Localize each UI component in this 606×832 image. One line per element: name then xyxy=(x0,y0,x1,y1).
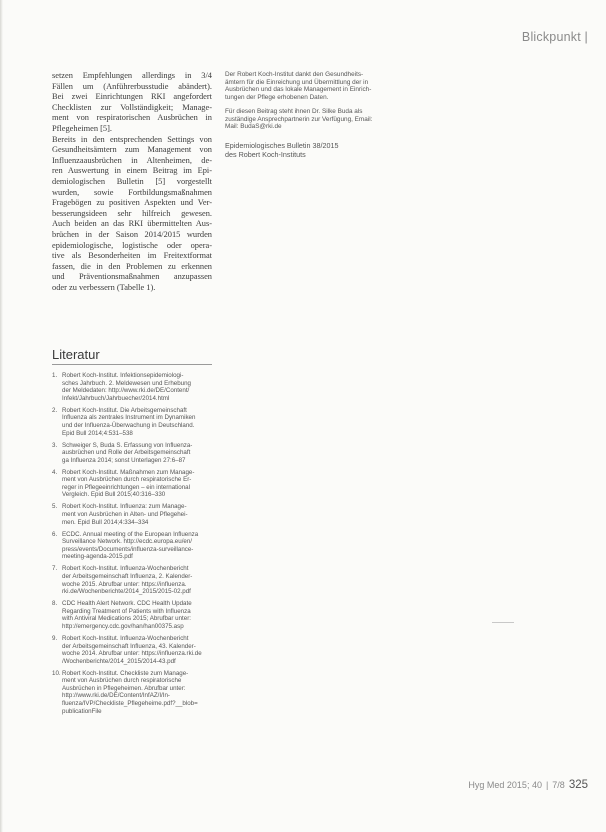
reference-number: 7. xyxy=(52,565,58,573)
reference-line: Surveillance Network. http://ecdc.europa.eu/en/ xyxy=(62,538,193,546)
reference-line: rki.de/Wochenberichte/2014_2015/2015-02.pdf xyxy=(62,588,191,596)
body-text-line: besserungsideen sehr hilfreich gewesen. xyxy=(52,208,212,218)
references-heading: Literatur xyxy=(52,347,100,362)
body-text-line: Pflegeheimen [5]. xyxy=(52,123,112,133)
reference-item xyxy=(52,372,214,402)
reference-line: Infekt/Jahrbuch/Jahrbuecher/2014.html xyxy=(62,394,170,402)
reference-number: 2. xyxy=(52,406,58,414)
reference-line: ment von Ausbrüchen in Alten- und Pflegehei- xyxy=(62,511,188,519)
reference-line: Ausbrüchen in Pflegeheimen. Abrufbar unter: xyxy=(62,684,186,692)
body-text-line: demiologischen Bulletin [5] vorgestellt xyxy=(52,176,212,186)
reference-line: der Arbeitsgemeinschaft Influenza, 43. Kalender- xyxy=(62,642,196,650)
journal-citation: Hyg Med 2015; 40 xyxy=(468,780,542,790)
reference-line: Robert Koch-Institut. Die Arbeitsgemeinschaft xyxy=(62,406,187,414)
side-note-block xyxy=(225,141,376,159)
reference-number: 10. xyxy=(52,669,61,677)
body-text-line: Checklisten zur Vollständigkeit; Manage- xyxy=(52,102,212,112)
reference-line: Influenza als zentrales Instrument im Dynamiken xyxy=(62,414,196,422)
side-note-line: tungen der Pflege erhobenen Daten. xyxy=(225,94,329,102)
reference-line: und der Influenza-Überwachung in Deutschland. xyxy=(62,421,195,429)
footer-separator: | xyxy=(545,780,549,790)
reference-line: CDC Health Alert Network. CDC Health Update xyxy=(62,600,192,608)
reference-line: Robert Koch-Institut. Checkliste zum Manage- xyxy=(62,669,189,677)
body-text-line: setzen Empfehlungen allerdings in 3/4 xyxy=(52,71,212,80)
side-note-line: Epidemiologisches Bulletin 38/2015 xyxy=(225,140,339,150)
side-note-line: zuständige Ansprechpartnerin zur Verfügung, Email: xyxy=(225,115,373,123)
reference-line: Robert Koch-Institut. Maßnahmen zum Manage- xyxy=(62,468,195,476)
body-text-line: fassen, die in den Problemen zu erkennen xyxy=(52,261,212,271)
side-note-line: Ausbrüchen und das lokale Management in Einrich- xyxy=(225,86,372,94)
body-text-line: ren Auswertung in einem Beitrag im Epi- xyxy=(52,166,212,176)
reference-line: men. Epid Bull 2014;4:334–334 xyxy=(62,518,149,526)
reference-line: Robert Koch-Institut. Influenza-Wochenbericht xyxy=(62,634,189,642)
reference-line: ga Influenza 2014; sonst Unterlagen 27:6–87 xyxy=(62,456,186,464)
reference-line: woche 2015. Abrufbar unter: https://influenza. xyxy=(62,580,187,588)
reference-line: Regarding Treatment of Patients with Influenza xyxy=(62,607,191,615)
body-text-line: tive als Besonderheiten im Freitextformat xyxy=(52,251,212,261)
reference-item xyxy=(52,600,214,630)
reference-line: ausbrüchen und Rolle der Arbeitsgemeinschaft xyxy=(62,449,191,457)
reference-item xyxy=(52,565,214,595)
reference-line: fluenza/IVP/Checkliste_Pflegeheime.pdf?__blob= xyxy=(62,700,198,708)
body-text-line: Auch beiden an das RKI übermittelten Aus- xyxy=(52,219,212,229)
side-note-line: des Robert Koch-Instituts xyxy=(225,149,306,159)
reference-line: with Antiviral Medications 2015; Abrufbar unter: xyxy=(62,615,191,623)
reference-line: ment von Ausbrüchen durch respiratorische Er- xyxy=(62,476,192,484)
reference-item xyxy=(52,635,214,665)
reference-line: sches Jahrbuch. 2. Meldewesen und Erhebung xyxy=(62,379,191,387)
reference-item xyxy=(52,670,214,716)
page-number: 325 xyxy=(568,779,588,791)
reference-line: der Arbeitsgemeinschaft Influenza, 2. Kalender- xyxy=(62,573,193,580)
reference-number: 4. xyxy=(52,468,58,476)
reference-item xyxy=(52,407,214,437)
side-note-line: Für diesen Beitrag steht ihnen Dr. Silke Buda als xyxy=(225,107,363,115)
reference-line: reger in Pflegeeinrichtungen – ein international xyxy=(62,483,190,491)
reference-line: Robert Koch-Institut. Infektionsepidemiologi- xyxy=(62,372,184,379)
reference-line: der Meldedaten: http://www.rki.de/DE/Content/ xyxy=(62,387,190,395)
side-note-block xyxy=(225,71,376,102)
body-text-line: brüchen in der Saison 2014/2015 wurden xyxy=(52,229,212,239)
body-text-line: oder zu verbessern (Tabelle 1). xyxy=(52,282,156,292)
reference-number: 5. xyxy=(52,503,58,511)
reference-number: 8. xyxy=(52,600,58,608)
body-text-line: ment von respiratorischen Ausbrüchen in xyxy=(52,113,212,123)
reference-number: 3. xyxy=(52,441,58,449)
side-note-line: ämtern für die Einreichung und Übermittlung der in xyxy=(225,78,369,86)
section-label: Blickpunkt | xyxy=(521,30,588,44)
scan-mark xyxy=(492,622,514,623)
side-note-block xyxy=(225,108,376,131)
reference-line: /Wochenberichte/2014_2015/2014-43.pdf xyxy=(62,657,176,665)
reference-line: publicationFile xyxy=(62,707,102,715)
reference-line: meeting-agenda-2015.pdf xyxy=(62,553,133,561)
reference-number: 1. xyxy=(52,372,58,379)
reference-line: Epid Bull 2014;4:531–538 xyxy=(62,429,133,437)
reference-number: 9. xyxy=(52,634,58,642)
reference-line: Robert Koch-Institut. Influenza: zum Manage- xyxy=(62,503,187,511)
reference-line: ECDC. Annual meeting of the European Influenza xyxy=(62,530,199,538)
reference-line: ment von Ausbrüchen durch respiratorische xyxy=(62,677,182,685)
reference-item xyxy=(52,469,214,499)
reference-line: Schweiger S, Buda S. Erfassung von Influenza- xyxy=(62,441,193,449)
page-footer xyxy=(468,779,588,791)
body-text-line: Bereits in den entsprechenden Settings von xyxy=(52,134,212,144)
side-notes-column xyxy=(225,71,376,165)
references-list xyxy=(52,372,214,720)
reference-item xyxy=(52,503,214,526)
body-text-line: wurden, sowie Fortbildungsmaßnahmen xyxy=(52,187,212,197)
body-text-column xyxy=(52,71,212,293)
reference-line: Robert Koch-Institut. Influenza-Wochenbericht xyxy=(62,565,189,573)
body-text-line: Influenzaausbrüchen in Altenheimen, de- xyxy=(52,155,212,165)
reference-line: http://emergency.cdc.gov/han/han00375.asp xyxy=(62,622,184,630)
side-note-line: Der Robert Koch-Institut dankt den Gesundheits- xyxy=(225,71,364,78)
heading-divider xyxy=(52,364,212,365)
reference-item xyxy=(52,531,214,561)
scan-edge-shadow xyxy=(0,0,3,832)
issue-number: 7/8 xyxy=(552,780,565,790)
reference-item xyxy=(52,442,214,465)
reference-line: press/events/Documents/influenza-surveillance- xyxy=(62,545,194,553)
body-text-line: Fällen um (Anführerbusstudie abändert). xyxy=(52,81,212,91)
body-text-line: epidemiologische, logistische oder opera- xyxy=(52,240,212,250)
body-text-line: Gesundheitsämtern zum Management von xyxy=(52,145,212,155)
reference-line: woche 2014. Abrufbar unter: https://influenza.rki.de xyxy=(62,650,202,658)
body-text-line: und Präventionsmaßnahmen anzupassen xyxy=(52,272,212,282)
reference-line: http://www.rki.de/DE/Content/InfAZ/I/In- xyxy=(62,692,170,700)
reference-number: 6. xyxy=(52,530,58,538)
side-note-line: Mail: BudaS@rki.de xyxy=(225,123,282,131)
reference-line: Vergleich. Epid Bull 2015;40:316–330 xyxy=(62,491,166,499)
body-text-line: Fragebögen zu positiven Aspekten und Ver- xyxy=(52,198,212,208)
body-text-line: Bei zwei Einrichtungen RKI angefordert xyxy=(52,92,212,102)
